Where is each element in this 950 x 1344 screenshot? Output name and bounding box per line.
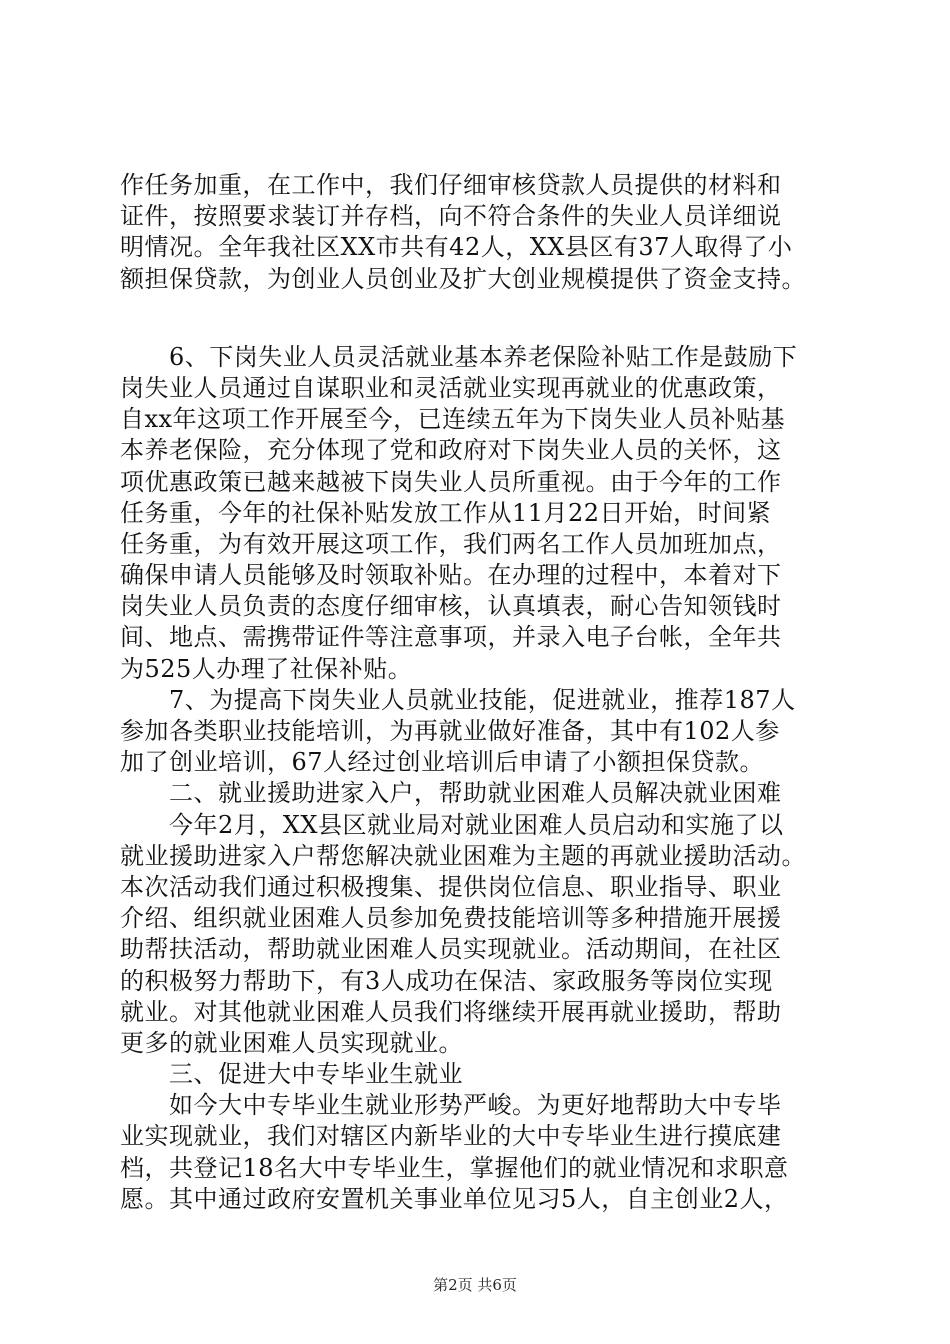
paragraph-gap: [120, 295, 840, 342]
text-line: 愿。其中通过政府安置机关事业单位见习5人，自主创业2人，: [120, 1184, 789, 1213]
text-line: 本养老保险，充分体现了党和政府对下岗失业人员的关怀，这: [120, 436, 782, 465]
text-line: 就业。对其他就业困难人员我们将继续开展再就业援助，帮助: [120, 997, 782, 1026]
text-line: 的积极努力帮助下，有3人成功在保洁、家政服务等岗位实现: [120, 966, 773, 995]
text-line: 证件，按照要求装订并存档，向不符合条件的失业人员详细说: [120, 202, 782, 231]
section-heading: 二、就业援助进家入户，帮助就业困难人员解决就业困难: [120, 779, 782, 808]
text-line: 如今大中专毕业生就业形势严峻。为更好地帮助大中专毕: [120, 1091, 782, 1120]
text-line: 明情况。全年我社区XX市共有42人，XX县区有37人取得了小: [120, 233, 793, 262]
text-line: 今年2月，XX县区就业局对就业困难人员启动和实施了以: [120, 810, 784, 839]
text-line: 参加各类职业技能培训，为再就业做好准备，其中有102人参: [120, 717, 780, 745]
text-line: 业实现就业，我们对辖区内新毕业的大中专毕业生进行摸底建: [120, 1122, 782, 1151]
text-line: 项优惠政策已越来越被下岗失业人员所重视。由于今年的工作: [120, 467, 782, 496]
document-body: [120, 170, 840, 1215]
text-line: 岗失业人员通过自谋职业和灵活就业实现再就业的优惠政策，: [120, 373, 782, 402]
text-line: 档，共登记18名大中专毕业生，掌握他们的就业情况和求职意: [120, 1153, 789, 1182]
text-line: 助帮扶活动，帮助就业困难人员实现就业。活动期间，在社区: [120, 935, 782, 964]
section-heading: 三、促进大中专毕业生就业: [120, 1060, 463, 1089]
text-line: 为525人办理了社保补贴。: [120, 654, 413, 683]
text-line: 加了创业培训，67人经过创业培训后申请了小额担保贷款。: [120, 748, 765, 777]
text-line: 就业援助进家入户帮您解决就业困难为主题的再就业援助活动。: [120, 841, 806, 870]
text-line: 任务重，今年的社保补贴发放工作从11月22日开始，时间紧: [120, 498, 772, 527]
text-line: 岗失业人员负责的态度仔细审核，认真填表，耐心告知领钱时: [120, 592, 782, 621]
text-line: 任务重，为有效开展这项工作，我们两名工作人员加班加点，: [120, 529, 782, 558]
text-line: 额担保贷款，为创业人员创业及扩大创业规模提供了资金支持。: [120, 264, 806, 293]
text-line: 6、下岗失业人员灵活就业基本养老保险补贴工作是鼓励下: [120, 342, 798, 371]
page-number-footer: 第2页 共6页: [433, 1276, 517, 1294]
text-line: 更多的就业困难人员实现就业。: [120, 1028, 463, 1057]
text-line: 7、为提高下岗失业人员就业技能，促进就业，推荐187人: [120, 685, 796, 714]
text-line: 作任务加重，在工作中，我们仔细审核贷款人员提供的材料和: [120, 171, 782, 199]
text-line: 确保申请人员能够及时领取补贴。在办理的过程中，本着对下: [120, 561, 782, 590]
text-line: 介绍、组织就业困难人员参加免费技能培训等多种措施开展援: [120, 904, 782, 933]
text-line: 本次活动我们通过积极搜集、提供岗位信息、职业指导、职业: [120, 872, 782, 901]
text-line: 间、地点、需携带证件等注意事项，并录入电子台帐，全年共: [120, 623, 782, 652]
text-line: 自xx年这项工作开展至今，已连续五年为下岗失业人员补贴基: [120, 405, 786, 434]
